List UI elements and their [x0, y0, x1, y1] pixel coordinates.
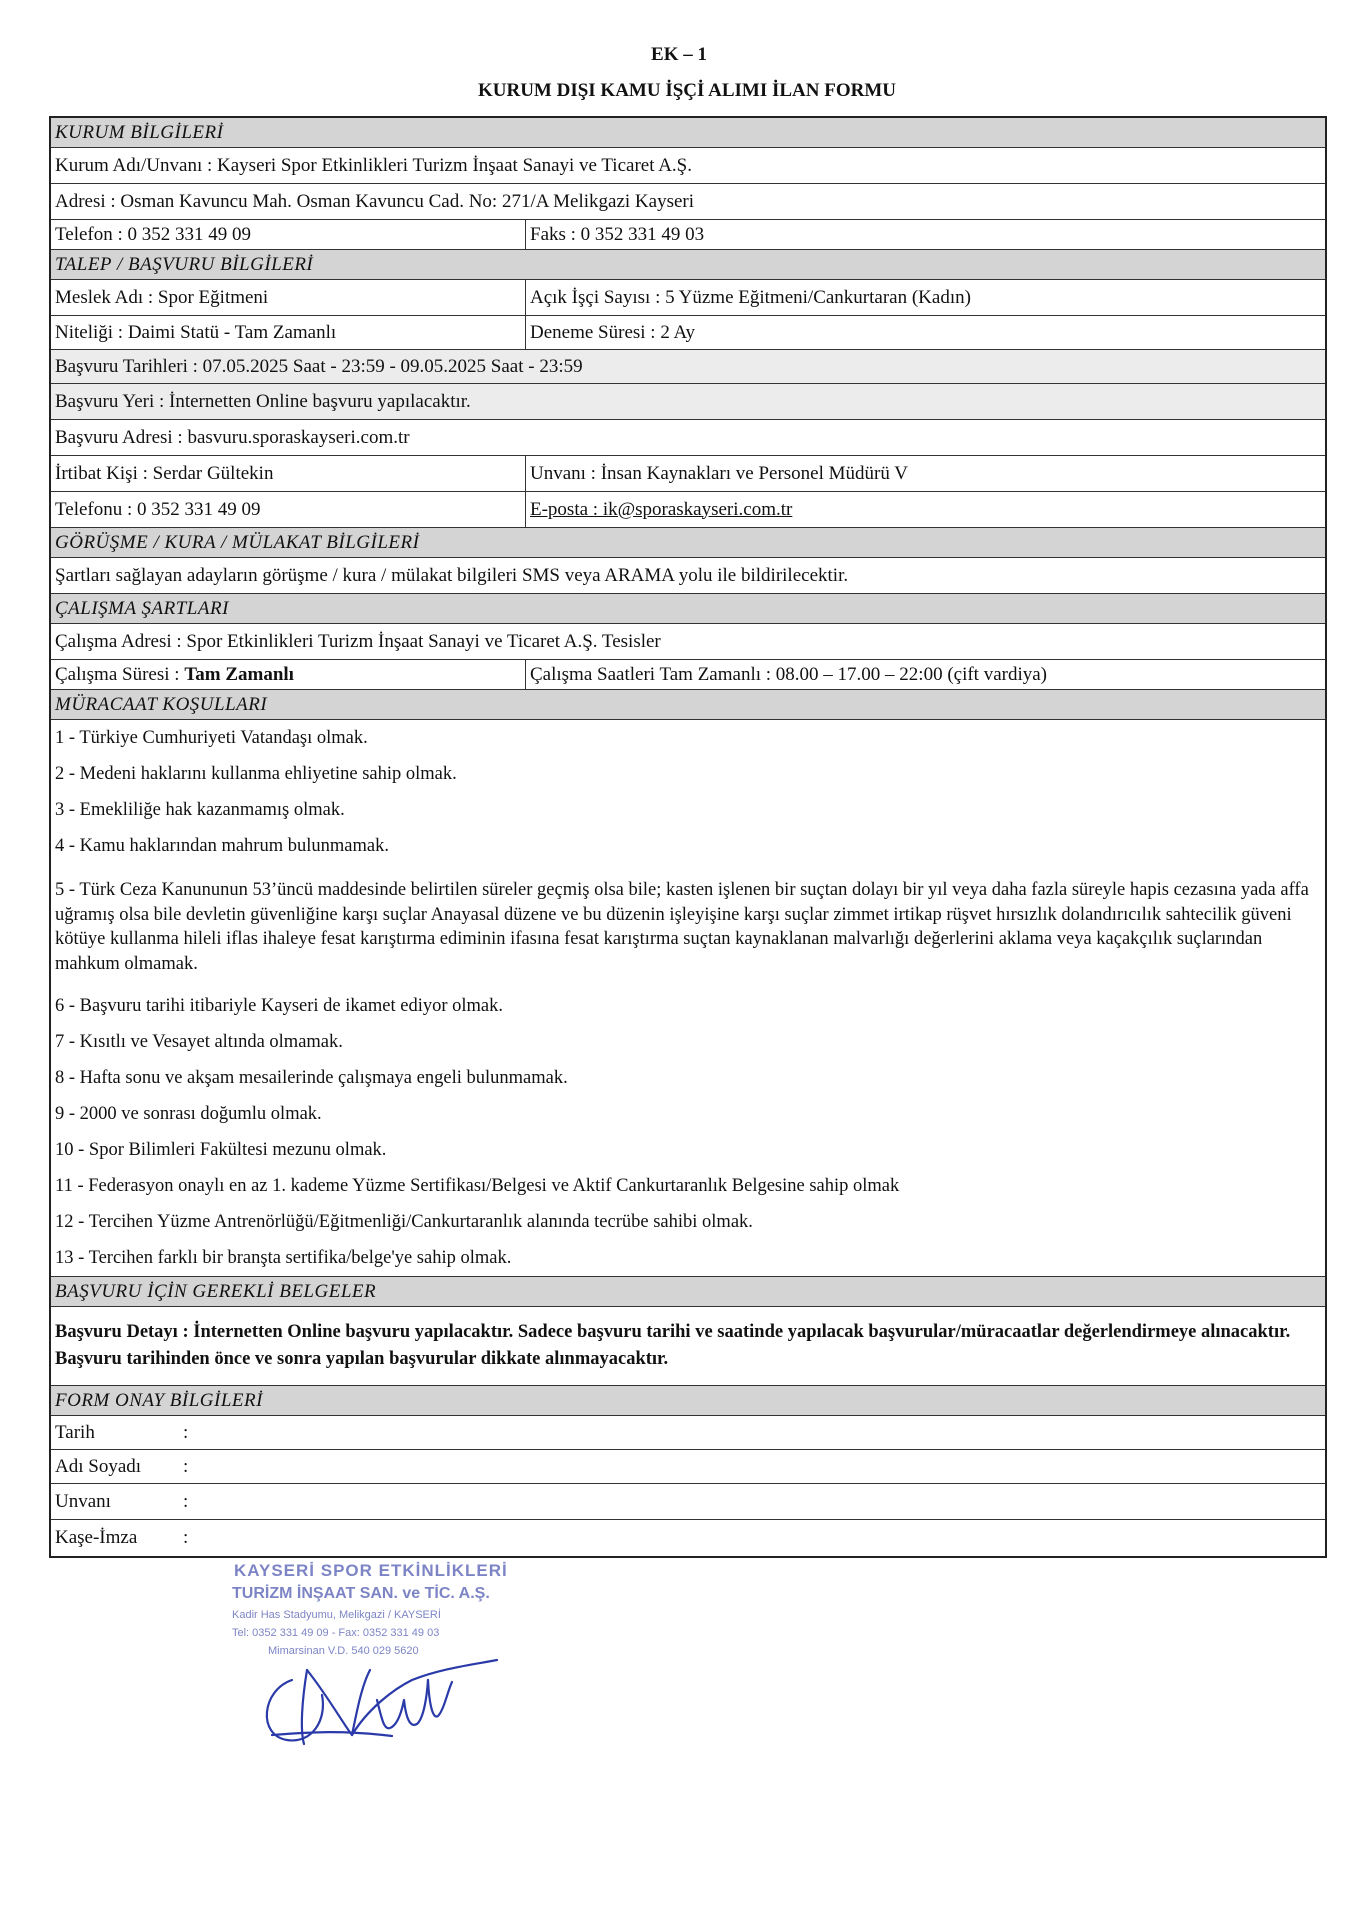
section-title: MÜRACAAT KOŞULLARI: [55, 693, 268, 715]
list-item: 12 - Tercihen Yüzme Antrenörlüğü/Eğitmenliği/Cankurtaranlık alanında tecrübe sahibi olmak.: [55, 1211, 753, 1232]
row-irtibat-iletisim: [51, 492, 1325, 528]
calisma-suresi: [51, 660, 526, 689]
row-onay-adi: [51, 1450, 1325, 1484]
tarih-label: Tarih: [55, 1421, 95, 1443]
condition-list: [51, 720, 1325, 1276]
basvuru-detayi: [51, 1307, 1325, 1385]
section-title: FORM ONAY BİLGİLERİ: [55, 1389, 263, 1411]
annex-label: EK – 1: [651, 44, 707, 65]
irtibat-kisi: İrtibat Kişi : Serdar Gültekin: [51, 456, 526, 491]
section-title: KURUM BİLGİLERİ: [55, 121, 224, 143]
list-item: 7 - Kısıtlı ve Vesayet altında olmamak.: [55, 1031, 343, 1052]
unvani-value: [203, 1484, 1325, 1519]
list-item: 13 - Tercihen farklı bir branşta sertifika/belge'ye sahip olmak.: [55, 1247, 512, 1268]
section-belgeler: [51, 1277, 1325, 1307]
colon: :: [183, 1455, 189, 1477]
section-title: TALEP / BAŞVURU BİLGİLERİ: [55, 253, 314, 275]
announcement-form: [49, 116, 1327, 1558]
gorusme-text: Şartları sağlayan adayların görüşme / kura / mülakat bilgileri SMS veya ARAMA yolu ile bildirilecektir.: [55, 564, 849, 586]
colon: :: [183, 1421, 189, 1443]
row-kurum-adres: [51, 184, 1325, 220]
basvuru-detayi-text: İnternetten Online başvuru yapılacaktır. Sadece başvuru tarihi ve saatinde yapılacak başvurular/müracaatlar değerlendirmeye alınacaktır. Başvuru tarihinden önce ve sonra yapılan başvurular dikkate alınmayacaktır.: [55, 1322, 1291, 1369]
section-talep: [51, 250, 1325, 280]
kurum-faks: Faks : 0 352 331 49 03: [530, 223, 705, 245]
row-basvuru-adresi: [51, 420, 1325, 456]
meslek-adi: Meslek Adı : Spor Eğitmeni: [51, 280, 526, 315]
deneme-suresi: Deneme Süresi : 2 Ay: [530, 321, 696, 343]
calisma-suresi-value: Tam Zamanlı: [184, 663, 294, 685]
list-item: 5 - Türk Ceza Kanununun 53’üncü maddesinde belirtilen süreler geçmiş olsa bile; kasten işlenen bir suçtan dolayı bir yıl veya daha fazla süreyle hapis cezasına yada affa uğramış olsa bile devletin güvenliğine karşı suçlar Anayasal düzene ve bu düzenin işleyişine karşı suçlar zimmet irtikap rüşvet hırsızlık dolandırıcılık sahtecilik güveni kötüye kullanma hileli iflas ihaleye fesat karıştırma ediminin ifasına fesat karıştırma suçtan kaynaklanan malvarlığı değerlerini aklama veya kaçakçılık suçlarından mahkum olmamak.: [55, 880, 1309, 974]
row-basvuru-yeri: [51, 384, 1325, 420]
section-title: ÇALIŞMA ŞARTLARI: [55, 597, 229, 619]
section-calisma: [51, 594, 1325, 624]
section-kurum: [51, 118, 1325, 148]
kase-imza-label: Kaşe-İmza: [55, 1527, 138, 1548]
kurum-telefon: Telefon : 0 352 331 49 09: [51, 220, 526, 249]
adi-soyadi-label: Adı Soyadı: [55, 1455, 142, 1477]
basvuru-adresi: Başvuru Adresi : basvuru.sporaskayseri.com.tr: [55, 426, 410, 448]
kurum-adi: Kurum Adı/Unvanı : Kayseri Spor Etkinlikleri Turizm İnşaat Sanayi ve Ticaret A.Ş.: [55, 154, 692, 176]
list-item: 10 - Spor Bilimleri Fakültesi mezunu olmak.: [55, 1139, 387, 1160]
basvuru-tarihleri: Başvuru Tarihleri : 07.05.2025 Saat - 23:59 - 09.05.2025 Saat - 23:59: [55, 355, 583, 377]
colon: :: [183, 1490, 189, 1512]
kase-imza-value: [203, 1520, 1325, 1556]
section-gorusme: [51, 528, 1325, 558]
adi-soyadi-value: [203, 1450, 1325, 1483]
section-title: BAŞVURU İÇİN GEREKLİ BELGELER: [55, 1280, 377, 1302]
list-item: 1 - Türkiye Cumhuriyeti Vatandaşı olmak.: [55, 727, 368, 748]
list-item: 8 - Hafta sonu ve akşam mesailerinde çalışmaya engeli bulunmamak.: [55, 1067, 568, 1088]
colon: :: [183, 1527, 189, 1548]
row-niteligi: [51, 316, 1325, 350]
form-title: KURUM DIŞI KAMU İŞÇİ ALIMI İLAN FORMU: [477, 80, 897, 101]
row-calisma-sure: [51, 660, 1325, 690]
niteligi: Niteliği : Daimi Statü - Tam Zamanlı: [51, 316, 526, 349]
calisma-adresi: Çalışma Adresi : Spor Etkinlikleri Turizm İnşaat Sanayi ve Ticaret A.Ş. Tesisler: [55, 630, 661, 652]
list-item: 9 - 2000 ve sonrası doğumlu olmak.: [55, 1103, 322, 1124]
calisma-saatleri: Çalışma Saatleri Tam Zamanlı : 08.00 – 17.00 – 22:00 (çift vardiya): [530, 663, 1048, 685]
stamp-line-4: Tel: 0352 331 49 09 - Fax: 0352 331 49 03: [232, 1627, 440, 1639]
row-onay-unvani: [51, 1484, 1325, 1520]
stamp-line-5: Mimarsinan V.D. 540 029 5620: [268, 1645, 419, 1657]
irtibat-telefonu: Telefonu : 0 352 331 49 09: [51, 492, 526, 527]
list-item: 2 - Medeni haklarını kullanma ehliyetine sahip olmak.: [55, 763, 457, 784]
section-title: GÖRÜŞME / KURA / MÜLAKAT BİLGİLERİ: [55, 531, 420, 553]
signature: [252, 1640, 512, 1750]
unvani-label: Unvanı: [55, 1490, 111, 1512]
row-onay-tarih: [51, 1416, 1325, 1450]
row-kurum-telefon: [51, 220, 1325, 250]
basvuru-detayi-label: Başvuru Detayı :: [55, 1322, 194, 1342]
calisma-suresi-label: Çalışma Süresi :: [55, 663, 180, 685]
section-muracaat: [51, 690, 1325, 720]
row-kurum-adi: [51, 148, 1325, 184]
row-basvuru-detayi: [51, 1307, 1325, 1386]
basvuru-yeri: Başvuru Yeri : İnternetten Online başvuru yapılacaktır.: [55, 390, 471, 412]
row-gorusme: [51, 558, 1325, 594]
acik-isci-sayisi: Açık İşçi Sayısı : 5 Yüzme Eğitmeni/Cankurtaran (Kadın): [530, 286, 971, 308]
section-onay: [51, 1386, 1325, 1416]
row-irtibat: [51, 456, 1325, 492]
list-item: 4 - Kamu haklarından mahrum bulunmamak.: [55, 835, 389, 856]
row-muracaat-list: [51, 720, 1325, 1277]
stamp-line-3: Kadir Has Stadyumu, Melikgazi / KAYSERİ: [232, 1609, 441, 1621]
row-meslek: [51, 280, 1325, 316]
row-calisma-adres: [51, 624, 1325, 660]
eposta-link[interactable]: E-posta : ik@sporaskayseri.com.tr: [530, 498, 793, 520]
list-item: 11 - Federasyon onaylı en az 1. kademe Yüzme Sertifikası/Belgesi ve Aktif Cankurtaranlık Belgesine sahip olmak: [55, 1175, 900, 1196]
stamp-line-2: TURİZM İNŞAAT SAN. ve TİC. A.Ş.: [232, 1585, 490, 1602]
kurum-adres: Adresi : Osman Kavuncu Mah. Osman Kavuncu Cad. No: 271/A Melikgazi Kayseri: [55, 190, 695, 212]
list-item: 3 - Emekliliğe hak kazanmamış olmak.: [55, 799, 345, 820]
stamp-line-1: KAYSERİ SPOR ETKİNLİKLERİ: [234, 1561, 508, 1580]
tarih-value: [203, 1416, 1325, 1449]
list-item: 6 - Başvuru tarihi itibariyle Kayseri de ikamet ediyor olmak.: [55, 995, 503, 1016]
row-onay-kase: [51, 1520, 1325, 1556]
row-basvuru-tarihleri: [51, 350, 1325, 384]
irtibat-eposta: [526, 492, 1325, 527]
irtibat-unvani: Unvanı : İnsan Kaynakları ve Personel Müdürü V: [530, 462, 908, 484]
